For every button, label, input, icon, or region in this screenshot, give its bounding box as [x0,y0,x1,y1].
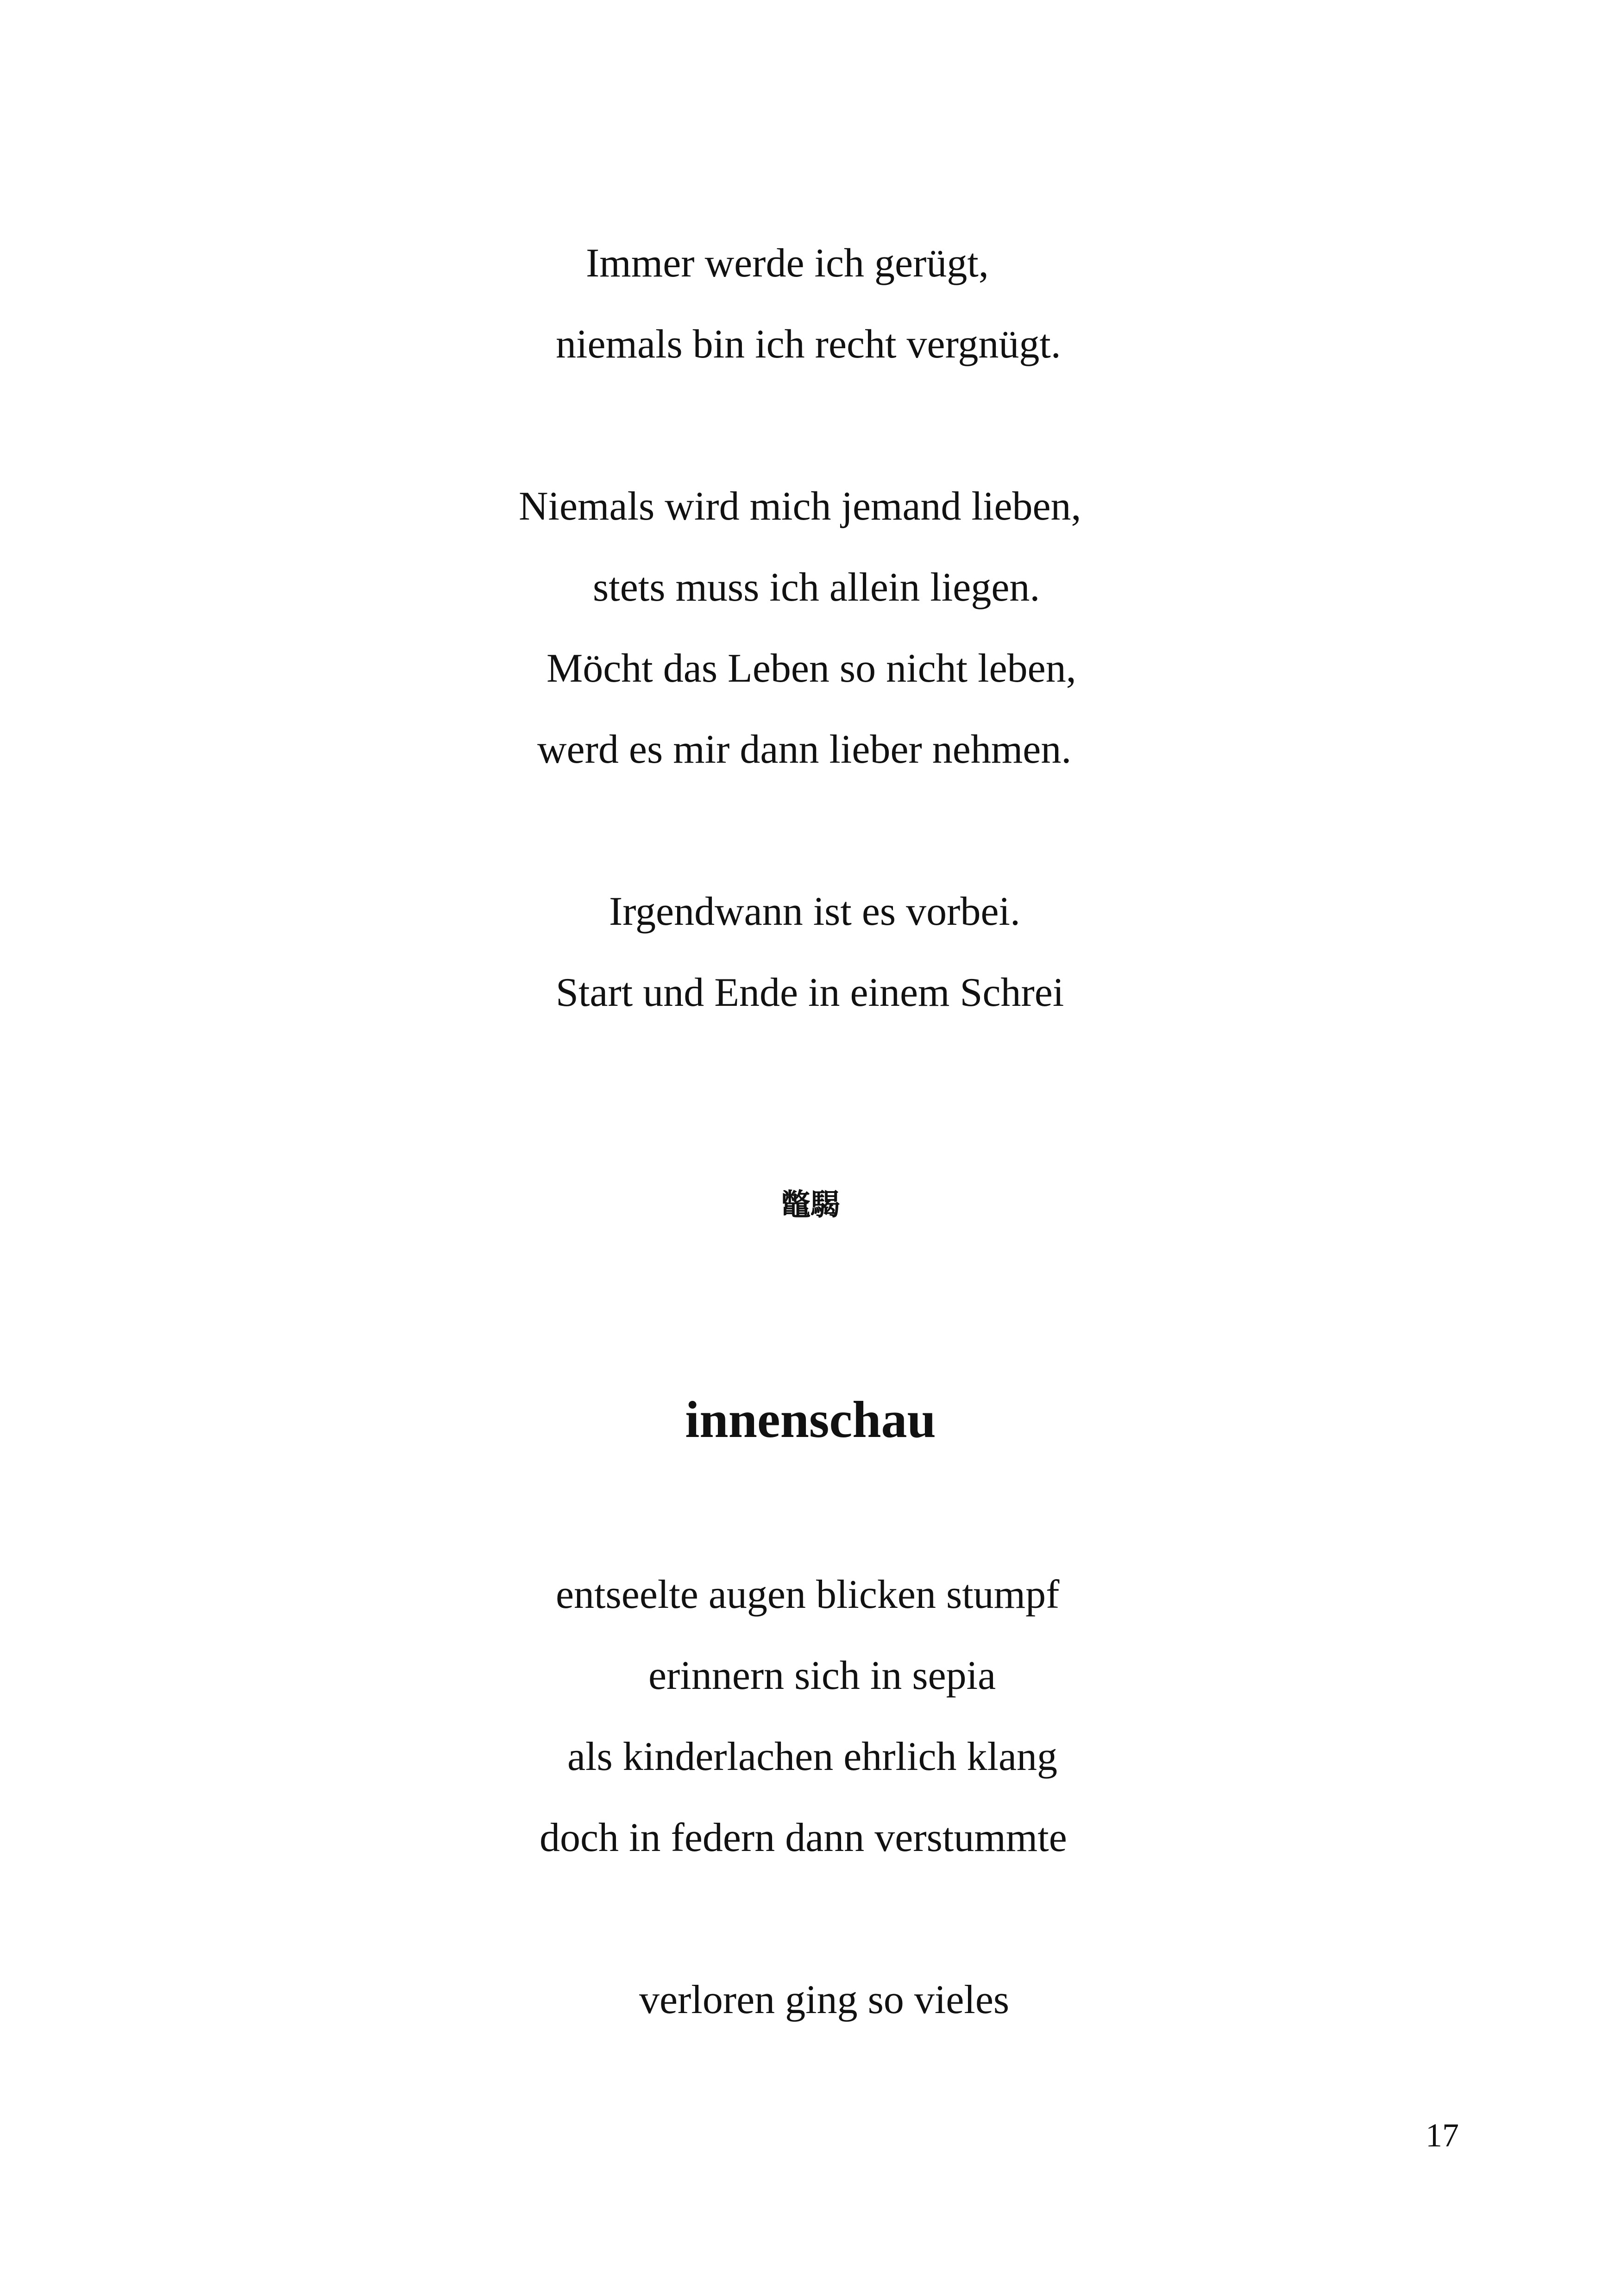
poem-line: Möcht das Leben so nicht leben, [547,646,1076,691]
poem-line: erinnern sich in sepia [648,1653,996,1698]
poem-line: Start und Ende in einem Schrei [556,970,1064,1015]
poem-line: niemals bin ich recht vergnügt. [556,322,1061,367]
poem-line: stets muss ich allein liegen. [593,565,1040,610]
poem-line: Immer werde ich gerügt, [586,241,989,286]
poem-line: verloren ging so vieles [639,1977,1010,2022]
poem-line: Niemals wird mich jemand lieben, [519,484,1081,529]
poem-line: Irgendwann ist es vorbei. [609,889,1020,934]
poem-line: doch in federn dann verstummte [540,1815,1067,1860]
poem-line: werd es mir dann lieber nehmen. [537,727,1072,772]
poem-line: entseelte augen blicken stumpf [556,1572,1060,1617]
separator-glyphs: 鼈騔 [781,1188,840,1222]
poem-title: innenschau [685,1391,936,1449]
page-number: 17 [1426,2117,1459,2154]
poem-line: als kinderlachen ehrlich klang [567,1734,1058,1779]
